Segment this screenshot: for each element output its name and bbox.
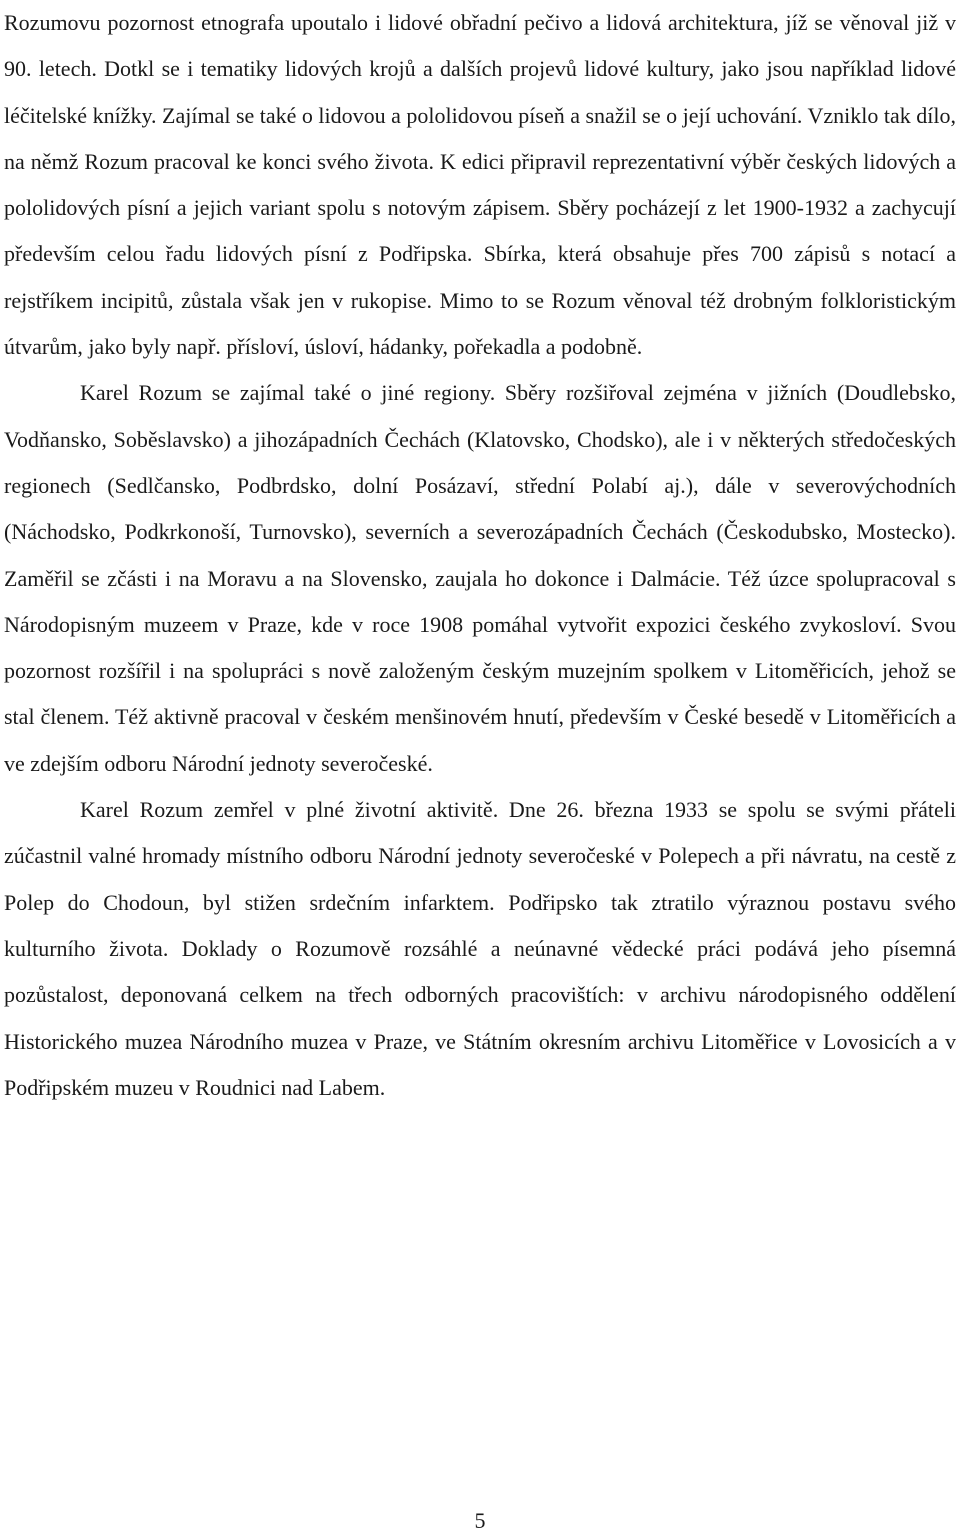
paragraph-1: Rozumovu pozornost etnografa upoutalo i lidové obřadní pečivo a lidová architektura, jíž se věnoval již v 90. letech. Dotkl se i tematiky lidových krojů a dalších projevů lidové kultury, jako jsou například lidové léčitelské knížky. Zajímal se také o lidovou a pololidovou píseň a snažil se o její uchování. Vzniklo tak dílo, na němž Rozum pracoval ke konci svého života. K edici připravil reprezentativní výběr českých lidových a pololidových písní a jejich variant spolu s notovým zápisem. Sběry pocházejí z let 1900-1932 a zachycují především celou řadu lidových písní z Podřipska. Sbírka, která obsahuje přes 700 zápisů s notací a rejstříkem incipitů, zůstala však jen v rukopise. Mimo to se Rozum věnoval též drobným folkloristickým útvarům, jako byly např. přísloví, úsloví, hádanky, pořekadla a podobně. [4,10,956,360]
body-text [4,0,956,1111]
paragraph-2: Karel Rozum se zajímal také o jiné regiony. Sběry rozšiřoval zejména v jižních (Doudlebsko, Vodňansko, Soběslavsko) a jihozápadních Čechách (Klatovsko, Chodsko), ale i v některých středočeských regionech (Sedlčansko, Podbrdsko, dolní Posázaví, střední Polabí aj.), dále v severovýchodních (Náchodsko, Podkrkonoší, Turnovsko), severních a severozápadních Čechách (Českodubsko, Mostecko). Zaměřil se zčásti i na Moravu a na Slovensko, zaujala ho dokonce i Dalmácie. Též úzce spolupracoval s Národopisným muzeem v Praze, kde v roce 1908 pomáhal vytvořit expozici českého zvykosloví. Svou pozornost rozšířil i na spolupráci s nově založeným českým muzejním spolkem v Litoměřicích, jehož se stal členem. Též aktivně pracoval v českém menšinovém hnutí, především v České besedě v Litoměřicích a ve zdejším odboru Národní jednoty severočeské. [4,380,956,776]
paragraph-3: Karel Rozum zemřel v plné životní aktivitě. Dne 26. března 1933 se spolu se svými přáteli zúčastnil valné hromady místního odboru Národní jednoty severočeské v Polepech a při návratu, na cestě z Polep do Chodoun, byl stižen srdečním infarktem. Podřipsko tak ztratilo výraznou postavu svého kulturního života. Doklady o Rozumově rozsáhlé a neúnavné vědecké práci podává jeho písemná pozůstalost, deponovaná celkem na třech odborných pracovištích: v archivu národopisného oddělení Historického muzea Národního muzea v Praze, ve Státním okresním archivu Litoměřice v Lovosicích a v Podřipském muzeu v Roudnici nad Labem. [4,797,956,1100]
page-number: 5 [474,1508,486,1533]
